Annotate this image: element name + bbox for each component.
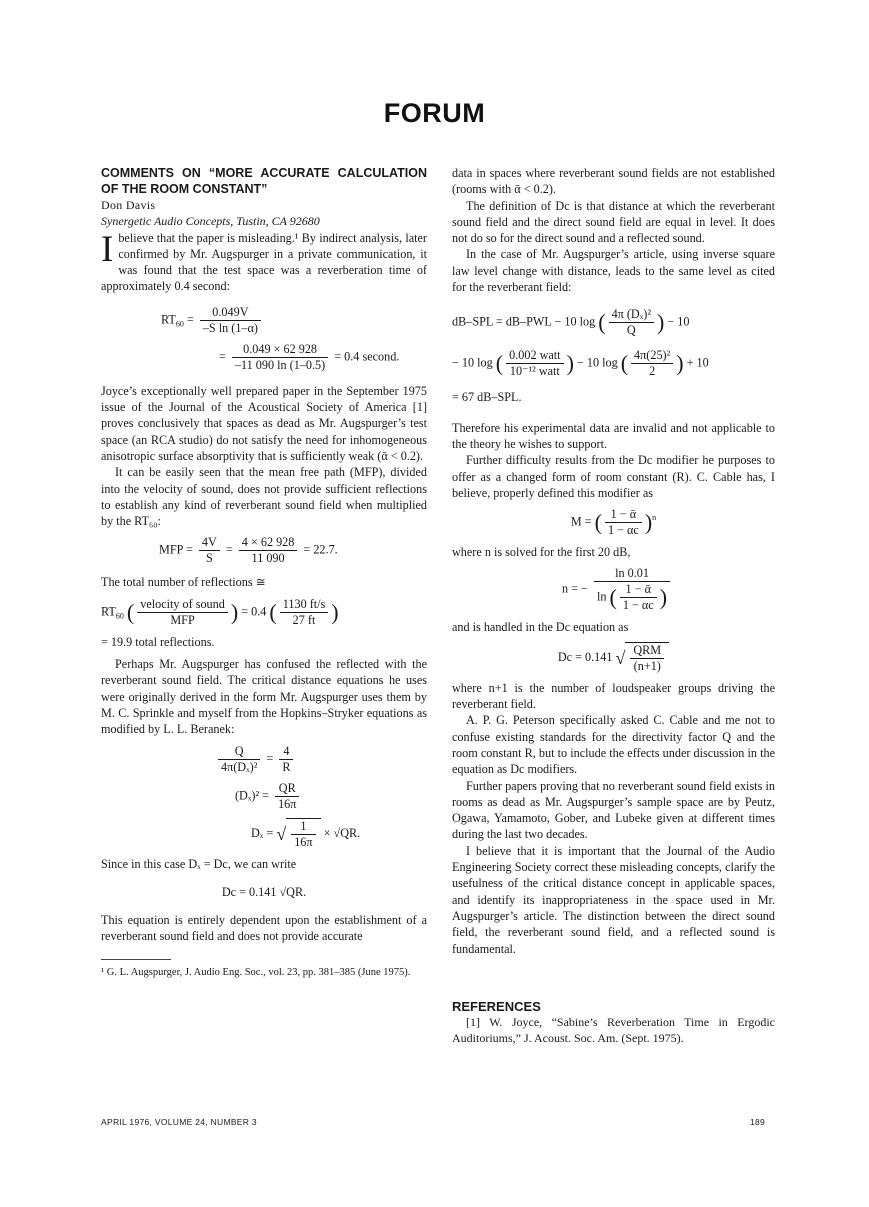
paragraph-total-reflections: = 19.9 total reflections. (101, 634, 215, 649)
footer-issue: APRIL 1976, VOLUME 24, NUMBER 3 (101, 1117, 257, 1127)
paragraph-critical-distance: Perhaps Mr. Augspurger has confused the reflected with the reverberant sound field. The critical distance equations he uses were originally derived in the form Mr. Augspurger uses them by M. C. Sprinkle and myself from the Hopkins–Stryker equations as modified by L. L. Beranek: (101, 657, 427, 737)
equation-dx: Dₓ = √ $\frac{1}{16\pi}$ × √QR. (251, 818, 361, 849)
reference-item: [1] W. Joyce, “Sabine’s Reverberation Time in Ergodic Auditoriums,” J. Acoust. Soc. Am. (Sept. 1975). (452, 1015, 775, 1045)
paragraph-definition: The definition of Dc is that distance at which the reverberant sound field and the direct sound field are equal in level. It does not do so for the direct sound and a reflected sound. (452, 198, 775, 246)
paragraph-intro: Ibelieve that the paper is misleading.¹ By indirect analysis, later confirmed by Mr. Augspurger in a private communication, it was found that the test space was a reverberation time of approximately 0.4 second: (101, 228, 427, 294)
equation-dc: Dc = 0.141 √QR. (221, 884, 307, 899)
author: Don Davis (101, 198, 156, 212)
paragraph-therefore: Therefore his experimental data are invalid and not applicable to the theory he wishes to support. (452, 420, 775, 451)
paragraph-inverse-square: In the case of Mr. Augspurger’s article, using inverse square law level change with distance, leads to the same level as cited for the reverberant field: (452, 247, 775, 295)
paragraph-conclusion: I believe that it is important that the Journal of the Audio Engineering Society correct these misleading concepts, clarify the usefulness of the critical distance concept in applicable spaces, and identify its inappropriateness in the space used in Mr. Augspurger’s article. The distinction between the direct sound field, the reverberant sound field, and a reflected sound is fundamental. (452, 843, 775, 956)
footer-page-number: 189 (750, 1117, 766, 1127)
affiliation: Synergetic Audio Concepts, Tustin, CA 92680 (101, 214, 320, 229)
paragraph-mfp: It can be easily seen that the mean free path (MFP), divided into the velocity of sound, does not provide sufficient reflections to establish any kind of reverberant sound field when multiplied by the RT₆₀: (101, 465, 427, 529)
page-title: FORUM (383, 98, 486, 128)
paragraph-where-n: where n is solved for the first 20 dB, (452, 545, 631, 560)
equation-dc-modified: Dc = 0.141 √ $\frac{\text{QRM}}{(n+1)}$ (452, 642, 775, 674)
footnote: ¹ G. L. Augspurger, J. Audio Eng. Soc., vol. 23, pp. 381–385 (June 1975). (101, 966, 411, 978)
equation-rt60: $RT_{60}$ = $\frac{0.049V}{\text{–S ln (1–α)}}$ (161, 305, 427, 336)
paragraph-modifier: Further difficulty results from the Dc modifier he purposes to offer as a changed form of room constant (R). C. Cable has, I believe, properly defined this modifier as (452, 453, 775, 500)
equation-dx-squared: (Dₓ)² = $\frac{QR}{16\pi}$ (235, 781, 427, 812)
equation-m: M = ( $\frac{\text{1 − ᾱ}}{1 - \alpha c}$ )$^n$ (570, 507, 657, 538)
drop-cap: I (101, 228, 114, 270)
equation-hopkins-stryker: $\frac{Q}{\text{4π(Dₓ)²}}$ = $\frac{4}{R}$ (215, 744, 427, 775)
paragraph-peterson: A. P. G. Peterson specifically asked C. Cable and me not to confuse existing standards for the directivity factor Q and the room constant R, but to include the effects under discussion in the equation as Dc modifiers. (452, 713, 775, 777)
equation-spl-result: = 67 dB–SPL. (452, 390, 522, 405)
footnote-divider (101, 959, 171, 960)
equation-spl-continued: − 10 log ( $\frac{\text{0.002 watt}}{\text{10⁻¹² watt}}$ ) − 10 log ( $\frac{\text{4π(25)²}}{2}$ ) + 10 (452, 348, 709, 379)
equation-rt60-result: = $\frac{0.049 \times 62 928}{-11 090 \ln (1-0.5)}$ = 0.4 second. (219, 341, 400, 372)
paragraph-since: Since in this case Dₓ = Dc, we can write (101, 856, 297, 871)
paragraph-continued: data in spaces where reverberant sound fields are not established (rooms with ᾱ < 0.2). (452, 166, 775, 197)
article-title: COMMENTS ON “MORE ACCURATE CALCULATION OF THE ROOM CONSTANT” (101, 166, 427, 196)
equation-mfp: MFP = $\frac{4V}{S}$ = $\frac{4 \times 62 928}{11 090}$ = 22.7. (159, 535, 338, 566)
paragraph-handled: and is handled in the Dc equation as (452, 620, 629, 635)
left-column (101, 165, 427, 979)
paragraph-joyce: Joyce’s exceptionally well prepared paper in the September 1975 issue of the Journal of the Acoustical Society of America [1] proves conclusively that spaces as dead as Mr. Augspurger’s test space (an RCA studio) do not satisfy the need for inhomogeneous anisotropic surface absorptivity that is sufficiently weak (ᾱ < 0.2). (101, 383, 427, 463)
equation-reflections: $RT_{60}$ ( $\frac{\text{velocity of sound}}{\text{MFP}}$ ) = 0.4 ( $\frac{1130 ft/s}{27 ft}$ ) (101, 596, 339, 627)
paragraph-reflections: The total number of reflections ≅ (101, 575, 266, 590)
paragraph-further-papers: Further papers proving that no reverberant sound field exists in rooms as dead as Mr. Augspurger’s sample space are by Peutz, Ogawa, Yamamoto, Gober, and Lubeke given at different times during the last two decades. (452, 778, 775, 842)
references-heading: REFERENCES (452, 998, 541, 1014)
equation-spl: dB–SPL = dB–PWL − 10 log ( $\frac{\text{4π (Dₓ)²}}{Q}$ ) − 10 (452, 307, 690, 338)
paragraph-loudspeaker-groups: where n+1 is the number of loudspeaker groups driving the reverberant field. (452, 680, 775, 712)
paragraph-dependence: This equation is entirely dependent upon the establishment of a reverberant sound field and does not provide accurate (101, 913, 427, 944)
equation-n: n = − ln 0.01 ln ( $\frac{\text{1 − ᾱ}}{1 - \alpha c}$ ) (562, 566, 775, 613)
right-column (452, 165, 775, 1046)
